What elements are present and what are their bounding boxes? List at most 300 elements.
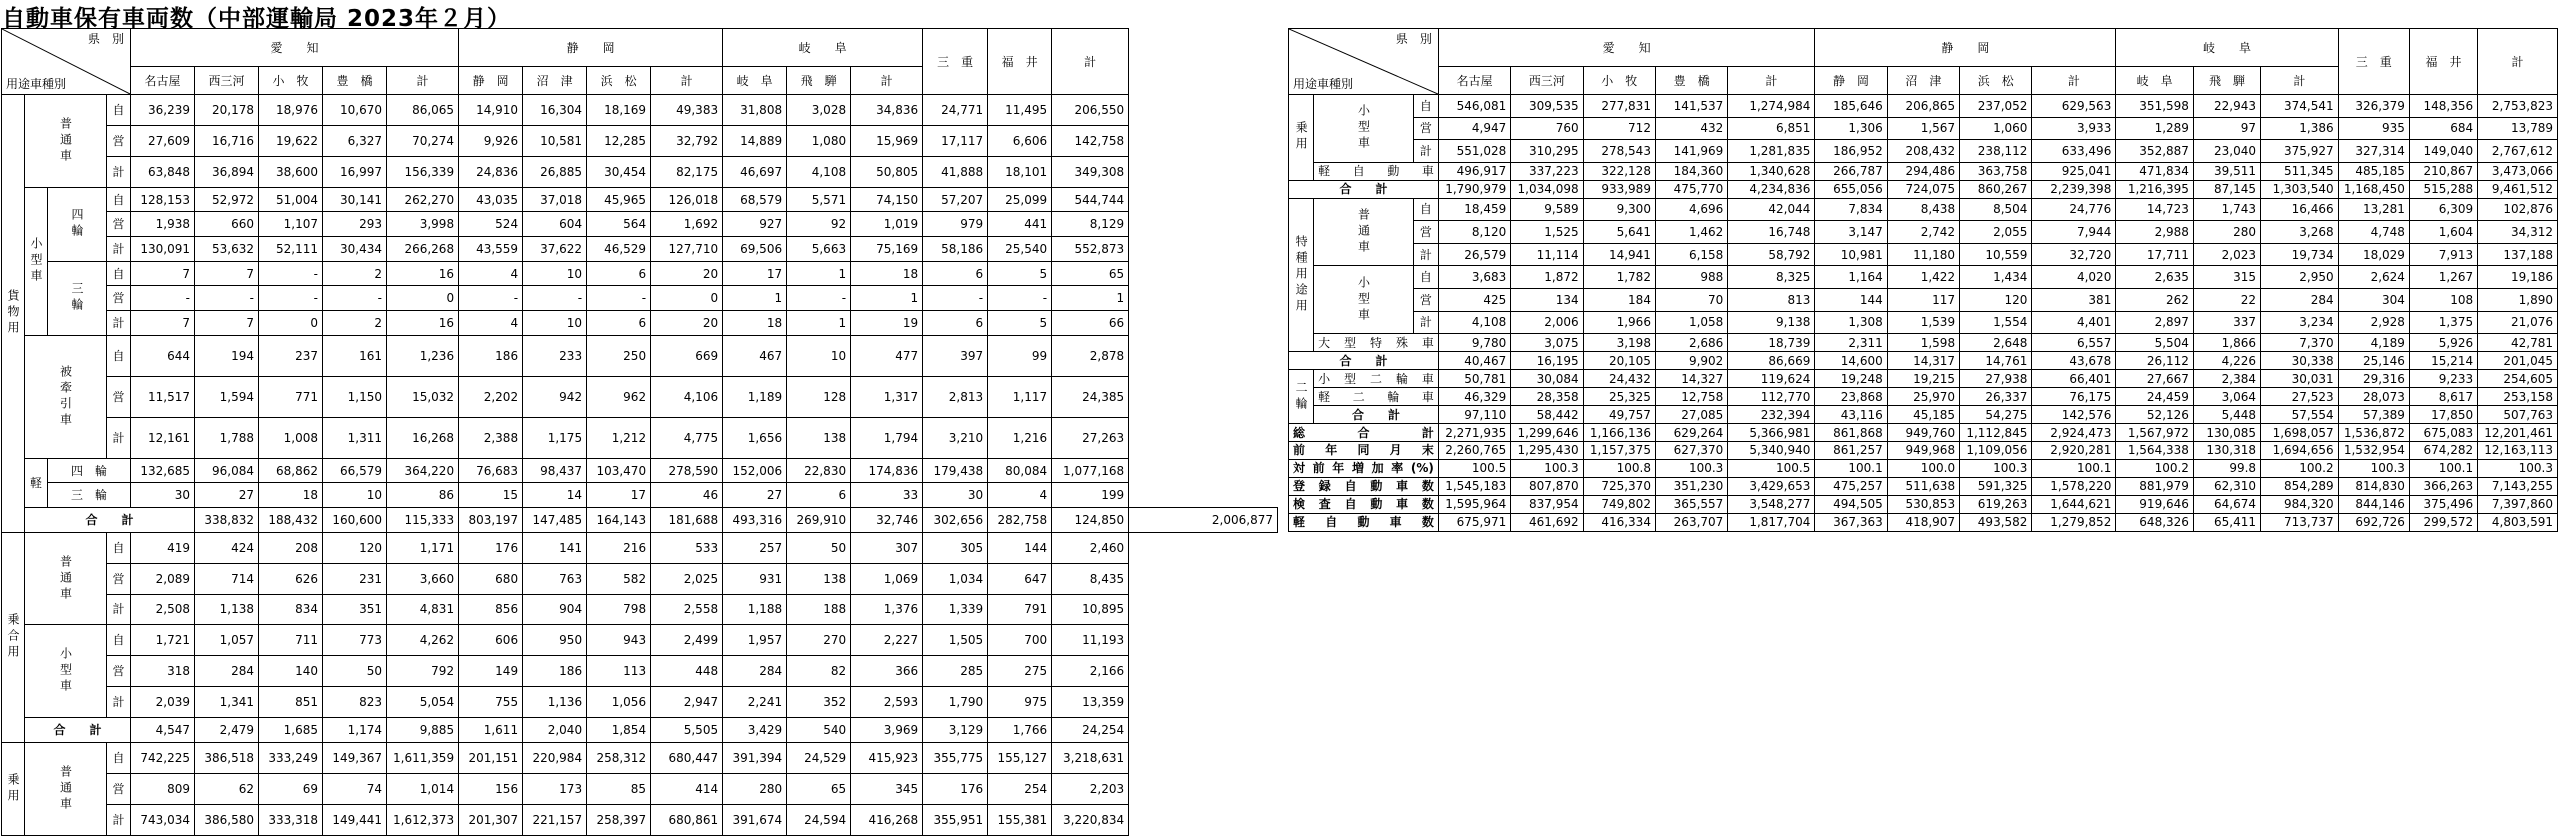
data-cell: 1,138 [195, 594, 259, 625]
data-cell: 1,117 [988, 376, 1052, 417]
data-cell: 823 [323, 687, 387, 718]
data-cell: 27,085 [1655, 406, 1727, 424]
data-cell: 7,370 [2261, 334, 2339, 352]
row-label: 営 [107, 773, 131, 804]
data-cell: 13,281 [2338, 198, 2409, 221]
column-header: 名古屋 [131, 67, 195, 95]
column-header: 計 [2261, 67, 2339, 95]
data-cell: 137,188 [2478, 243, 2558, 266]
data-cell: 142,576 [2032, 406, 2116, 424]
data-cell: 322,128 [1583, 162, 1655, 180]
data-cell: 4,106 [651, 376, 723, 417]
table-row [2, 286, 1278, 311]
data-cell: 2,055 [1960, 221, 2032, 244]
data-cell: 238,112 [1960, 140, 2032, 163]
data-cell: 113 [587, 656, 651, 687]
data-cell: 201,151 [459, 742, 523, 773]
data-cell: 933,989 [1583, 180, 1655, 198]
data-cell: 32,746 [851, 508, 923, 533]
data-cell: 85 [587, 773, 651, 804]
data-cell: 5 [988, 310, 1052, 335]
data-cell: 155,127 [988, 742, 1052, 773]
data-cell: 86 [387, 483, 459, 508]
data-cell: 4,547 [131, 718, 195, 743]
row-label: 特種用途用 [1289, 198, 1314, 351]
data-cell: 1,790,979 [1438, 180, 1510, 198]
column-header: 沼 津 [523, 67, 587, 95]
data-cell: 3,969 [851, 718, 923, 743]
data-cell: 9,589 [1511, 198, 1583, 221]
data-cell: 280 [723, 773, 787, 804]
data-cell: 2,203 [1052, 773, 1129, 804]
data-cell: 28,073 [2338, 388, 2409, 406]
data-cell: 19,622 [259, 125, 323, 156]
data-cell: 2,089 [131, 563, 195, 594]
data-cell: 374,541 [2261, 95, 2339, 118]
data-cell: 100.3 [1655, 459, 1727, 477]
data-cell: 23,868 [1815, 388, 1887, 406]
data-cell: 1,056 [587, 687, 651, 718]
column-header: 西三河 [1511, 67, 1583, 95]
data-cell: 366,263 [2409, 477, 2477, 495]
table-row [1289, 221, 2558, 244]
data-cell: 2,813 [923, 376, 988, 417]
data-cell: 100.1 [2032, 459, 2116, 477]
data-cell: 2,648 [1960, 334, 2032, 352]
data-cell: 713,737 [2261, 513, 2339, 531]
data-cell: 12,201,461 [2478, 424, 2558, 442]
row-label: 計 [107, 687, 131, 718]
row-label: 小型車 [1314, 95, 1414, 163]
data-cell: 176 [923, 773, 988, 804]
row-label: 四輪 [48, 187, 107, 261]
data-cell: 975 [988, 687, 1052, 718]
data-cell: 4 [459, 310, 523, 335]
data-cell: 931 [723, 563, 787, 594]
data-cell: 2,753,823 [2478, 95, 2558, 118]
data-cell: 1,060 [1960, 117, 2032, 140]
data-cell: 4,020 [2032, 266, 2116, 289]
data-cell: 1,019 [851, 212, 923, 237]
data-cell: 6,851 [1728, 117, 1815, 140]
data-cell: 30,454 [587, 156, 651, 187]
data-cell: 807,870 [1511, 477, 1583, 495]
data-cell: 1,308 [1815, 311, 1887, 334]
data-cell: 52,126 [2116, 406, 2194, 424]
data-cell: 844,146 [2338, 495, 2409, 513]
data-cell: 188 [787, 594, 851, 625]
data-cell: 441 [988, 212, 1052, 237]
pref-header-total: 計 [1052, 29, 1129, 95]
row-label: 三 輪 [48, 483, 131, 508]
data-cell: 6 [923, 261, 988, 286]
data-cell: 803,197 [459, 508, 523, 533]
data-cell: 149 [459, 656, 523, 687]
data-cell: 984,320 [2261, 495, 2339, 513]
pref-header-shizuoka: 静 岡 [1815, 29, 2116, 67]
data-cell: 712 [1583, 117, 1655, 140]
data-cell: 36,239 [131, 95, 195, 126]
data-cell: 39,511 [2193, 162, 2260, 180]
row-label: 小型車 [25, 187, 48, 335]
data-cell: 14,761 [1960, 352, 2032, 370]
data-cell: 391,394 [723, 742, 787, 773]
table-row [1289, 388, 2558, 406]
data-cell: 2,950 [2261, 266, 2339, 289]
data-cell: 4,947 [1438, 117, 1510, 140]
data-cell: 6 [923, 310, 988, 335]
column-header: 西三河 [195, 67, 259, 95]
data-cell: 138 [787, 563, 851, 594]
data-cell: 132,685 [131, 458, 195, 483]
data-cell: 1,216 [988, 417, 1052, 458]
data-cell: 62 [195, 773, 259, 804]
data-cell: 86,669 [1728, 352, 1815, 370]
data-cell: 36,894 [195, 156, 259, 187]
row-label: 二輪 [1289, 370, 1314, 424]
data-cell: 3,220,834 [1052, 804, 1129, 835]
data-cell: 629,563 [2032, 95, 2116, 118]
data-cell: 299,572 [2409, 513, 2477, 531]
data-cell: 680 [459, 563, 523, 594]
row-label: 営 [1413, 117, 1438, 140]
data-cell: 1,034,098 [1511, 180, 1583, 198]
data-cell: 5,054 [387, 687, 459, 718]
data-cell: 1,279,852 [2032, 513, 2116, 531]
data-cell: 16,716 [195, 125, 259, 156]
data-cell: 100.3 [2478, 459, 2558, 477]
data-cell: 1,058 [1655, 311, 1727, 334]
data-cell: 7 [131, 261, 195, 286]
data-cell: 26,885 [523, 156, 587, 187]
data-cell: 6,557 [2032, 334, 2116, 352]
column-header: 計 [651, 67, 723, 95]
data-cell: 307 [851, 532, 923, 563]
data-cell: 711 [259, 625, 323, 656]
data-cell: 186,952 [1815, 140, 1887, 163]
data-cell: 351,598 [2116, 95, 2194, 118]
data-cell: 87,145 [2193, 180, 2260, 198]
row-label: 軽二輪車 [1314, 388, 1439, 406]
data-cell: 138 [787, 417, 851, 458]
table-row [2, 212, 1278, 237]
data-cell: 24,459 [2116, 388, 2194, 406]
data-cell: 2,023 [2193, 243, 2260, 266]
data-cell: 1,166,136 [1583, 424, 1655, 442]
data-cell: 147,485 [523, 508, 587, 533]
row-label: 計 [107, 804, 131, 835]
right-table [1288, 28, 2558, 532]
data-cell: 544,744 [1052, 187, 1129, 212]
data-cell: 270 [787, 625, 851, 656]
row-label: 自 [1413, 198, 1438, 221]
data-cell: 28,358 [1511, 388, 1583, 406]
data-cell: 927 [723, 212, 787, 237]
data-cell: 152,006 [723, 458, 787, 483]
data-cell: 13,359 [1052, 687, 1129, 718]
data-cell: 96,084 [195, 458, 259, 483]
data-cell: 7 [195, 261, 259, 286]
data-cell: 5,448 [2193, 406, 2260, 424]
data-cell: 352,887 [2116, 140, 2194, 163]
data-cell: 349,308 [1052, 156, 1129, 187]
data-cell: 814,830 [2338, 477, 2409, 495]
row-label: 普通車 [1314, 198, 1414, 266]
column-header: 豊 橋 [323, 67, 387, 95]
data-cell: 18,169 [587, 95, 651, 126]
data-cell: 120 [323, 532, 387, 563]
data-cell: 30,141 [323, 187, 387, 212]
data-cell: 904 [523, 594, 587, 625]
data-cell: 3,683 [1438, 266, 1510, 289]
data-cell: 4,775 [651, 417, 723, 458]
data-cell: 14,941 [1583, 243, 1655, 266]
column-header: 岐 阜 [2116, 67, 2194, 95]
data-cell: 173 [523, 773, 587, 804]
row-label: 被牽引車 [25, 335, 107, 458]
column-header: 沼 津 [1887, 67, 1959, 95]
data-cell: 263,707 [1655, 513, 1727, 531]
data-cell: 552,873 [1052, 237, 1129, 262]
row-label: 自 [107, 95, 131, 126]
data-cell: 14,317 [1887, 352, 1959, 370]
data-cell: 221,157 [523, 804, 587, 835]
table-row [2, 156, 1278, 187]
data-cell: 176 [459, 532, 523, 563]
data-cell: 1,057 [195, 625, 259, 656]
data-cell: 669 [651, 335, 723, 376]
data-cell: 42,044 [1728, 198, 1815, 221]
data-cell: 2,166 [1052, 656, 1129, 687]
data-cell: 206,865 [1887, 95, 1959, 118]
data-cell: 22,943 [2193, 95, 2260, 118]
data-cell: 10,670 [323, 95, 387, 126]
data-cell: - [131, 286, 195, 311]
data-cell: 7 [131, 310, 195, 335]
row-label: 営 [107, 125, 131, 156]
data-cell: 32,720 [2032, 243, 2116, 266]
data-cell: 725,370 [1583, 477, 1655, 495]
row-label: 総 合 計 [1289, 424, 1439, 442]
data-cell: 10 [323, 483, 387, 508]
data-cell: 1,008 [259, 417, 323, 458]
table-row [2, 335, 1278, 376]
data-cell: 30,434 [323, 237, 387, 262]
data-cell: 58,792 [1728, 243, 1815, 266]
data-cell: 582 [587, 563, 651, 594]
data-cell: 851 [259, 687, 323, 718]
data-cell: 24,594 [787, 804, 851, 835]
data-cell: 9,926 [459, 125, 523, 156]
table-row [2, 563, 1278, 594]
data-cell: 363,758 [1960, 162, 2032, 180]
data-cell: 1,721 [131, 625, 195, 656]
data-cell: 9,233 [2409, 370, 2477, 388]
data-cell: 42,781 [2478, 334, 2558, 352]
data-cell: 1 [723, 286, 787, 311]
data-cell: 3,218,631 [1052, 742, 1129, 773]
data-cell: 20 [651, 261, 723, 286]
data-cell: 2,988 [2116, 221, 2194, 244]
row-label: 営 [1413, 221, 1438, 244]
table-row [2, 594, 1278, 625]
data-cell: 1,505 [923, 625, 988, 656]
data-cell: 3,147 [1815, 221, 1887, 244]
data-cell: 76,683 [459, 458, 523, 483]
data-cell: 3,548,277 [1728, 495, 1815, 513]
data-cell: 1,303,540 [2261, 180, 2339, 198]
data-cell: 2,593 [851, 687, 923, 718]
row-label: 軽自動車数 [1289, 513, 1439, 531]
data-cell: 185,646 [1815, 95, 1887, 118]
data-cell: 92 [787, 212, 851, 237]
row-label: 計 [107, 237, 131, 262]
data-cell: 507,763 [2478, 406, 2558, 424]
data-cell: 1,299,646 [1511, 424, 1583, 442]
data-cell: 494,505 [1815, 495, 1887, 513]
data-cell: 124,850 [1052, 508, 1129, 533]
data-cell: 604 [523, 212, 587, 237]
use-type-axis-label: 用途車種別 [6, 77, 67, 91]
data-cell: 949,968 [1887, 442, 1959, 460]
data-cell: 201,307 [459, 804, 523, 835]
data-cell: 2,460 [1052, 532, 1129, 563]
data-cell: 2,241 [723, 687, 787, 718]
data-cell: 128,153 [131, 187, 195, 212]
data-cell: 391,674 [723, 804, 787, 835]
data-cell: 149,040 [2409, 140, 2477, 163]
data-cell: 1,034 [923, 563, 988, 594]
row-label: 軽 [25, 458, 48, 507]
data-cell: 1,594 [195, 376, 259, 417]
data-cell: 62,310 [2193, 477, 2260, 495]
data-cell: 2,920,281 [2032, 442, 2116, 460]
data-cell: 9,885 [387, 718, 459, 743]
column-header: 静 岡 [1815, 67, 1887, 95]
data-cell: 415,923 [851, 742, 923, 773]
data-cell: 258,397 [587, 804, 651, 835]
data-cell: 1,164 [1815, 266, 1887, 289]
data-cell: 10,895 [1052, 594, 1129, 625]
data-cell: 102,876 [2478, 198, 2558, 221]
data-cell: 337 [2193, 311, 2260, 334]
row-label: 乗用 [1289, 95, 1314, 181]
data-cell: 57,207 [923, 187, 988, 212]
row-label: 登録自動車数 [1289, 477, 1439, 495]
data-cell: 15,214 [2409, 352, 2477, 370]
data-cell: 1,866 [2193, 334, 2260, 352]
data-cell: 112,770 [1728, 388, 1815, 406]
data-cell: 149,367 [323, 742, 387, 773]
data-cell: 515,288 [2409, 180, 2477, 198]
data-cell: 21,076 [2478, 311, 2558, 334]
data-cell: 477 [851, 335, 923, 376]
data-cell: 1,375 [2409, 311, 2477, 334]
data-cell: 40,467 [1438, 352, 1510, 370]
data-cell: 76,175 [2032, 388, 2116, 406]
data-cell: 2,311 [1815, 334, 1887, 352]
data-cell: 1,340,628 [1728, 162, 1815, 180]
data-cell: 82 [787, 656, 851, 687]
data-cell: 1,692 [651, 212, 723, 237]
data-cell: 63,848 [131, 156, 195, 187]
data-cell: 208 [259, 532, 323, 563]
row-label: 合 計 [1289, 180, 1439, 198]
data-cell: 1,788 [195, 417, 259, 458]
data-cell: 216 [587, 532, 651, 563]
table-row [1289, 117, 2558, 140]
data-cell: 3,429,653 [1728, 477, 1815, 495]
data-cell: 2 [323, 261, 387, 286]
data-cell: 798 [587, 594, 651, 625]
data-cell: 280 [2193, 221, 2260, 244]
data-cell: 755 [459, 687, 523, 718]
data-cell: 22 [2193, 289, 2260, 312]
data-cell: 345 [851, 773, 923, 804]
data-cell: 680,861 [651, 804, 723, 835]
data-cell: 4,108 [1438, 311, 1510, 334]
data-cell: 302,656 [923, 508, 988, 533]
data-cell: 26,337 [1960, 388, 2032, 406]
data-cell: 935 [2338, 117, 2409, 140]
column-header: 小 牧 [259, 67, 323, 95]
data-cell: 1 [1052, 286, 1129, 311]
data-cell: - [259, 286, 323, 311]
data-cell: 1,080 [787, 125, 851, 156]
data-cell: 326,379 [2338, 95, 2409, 118]
data-cell: 14,327 [1655, 370, 1727, 388]
data-cell: 375,496 [2409, 495, 2477, 513]
data-cell: 743,034 [131, 804, 195, 835]
row-label: 合 計 [25, 508, 195, 533]
data-cell: 15,969 [851, 125, 923, 156]
row-label: 計 [107, 156, 131, 187]
table-row [2, 718, 1278, 743]
column-header: 豊 橋 [1655, 67, 1727, 95]
data-cell: 1 [787, 261, 851, 286]
data-cell: - [195, 286, 259, 311]
data-cell: 1,966 [1583, 311, 1655, 334]
data-cell: 5,505 [651, 718, 723, 743]
table-row [1289, 243, 2558, 266]
data-cell: 18,976 [259, 95, 323, 126]
data-cell: 52,972 [195, 187, 259, 212]
data-cell: 1,386 [2261, 117, 2339, 140]
data-cell: 266,787 [1815, 162, 1887, 180]
data-cell: 15,032 [387, 376, 459, 417]
data-cell: 18 [723, 310, 787, 335]
table-row [1289, 289, 2558, 312]
data-cell: 1,077,168 [1052, 458, 1129, 483]
data-cell: 254 [988, 773, 1052, 804]
data-cell: 1,782 [1583, 266, 1655, 289]
pref-header-total: 計 [2478, 29, 2558, 95]
data-cell: 943 [587, 625, 651, 656]
data-cell: 5,504 [2116, 334, 2194, 352]
data-cell: 294,486 [1887, 162, 1959, 180]
row-label: 営 [1413, 289, 1438, 312]
data-cell: 184,360 [1655, 162, 1727, 180]
data-cell: 45,965 [587, 187, 651, 212]
row-label: 自 [107, 532, 131, 563]
corner-header [1289, 29, 1439, 95]
data-cell: 448 [651, 656, 723, 687]
table-row [2, 625, 1278, 656]
data-cell: - [459, 286, 523, 311]
data-cell: 2,897 [2116, 311, 2194, 334]
data-cell: 68,862 [259, 458, 323, 483]
data-cell: 14,889 [723, 125, 787, 156]
